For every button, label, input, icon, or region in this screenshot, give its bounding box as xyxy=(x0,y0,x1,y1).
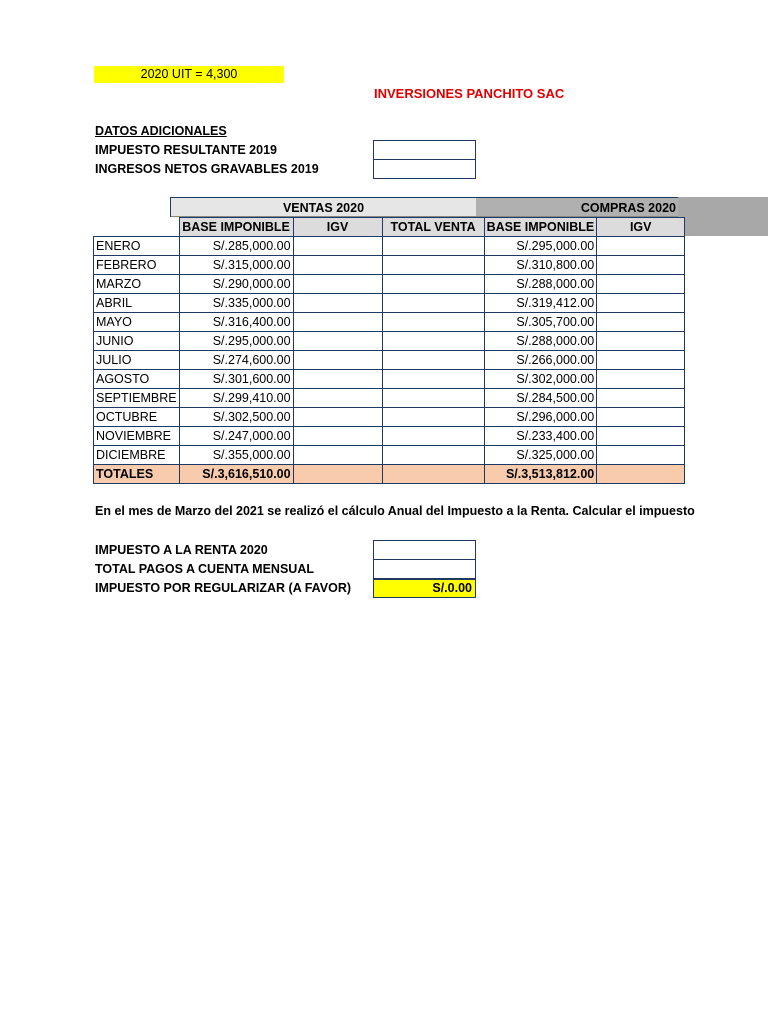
total-venta-cell[interactable] xyxy=(382,256,484,275)
column-header-row xyxy=(94,218,685,237)
ventas-igv-cell[interactable] xyxy=(293,408,382,427)
compras-igv-cell[interactable] xyxy=(597,275,685,294)
table-row xyxy=(94,389,685,408)
compras-base-cell[interactable]: S/.296,000.00 xyxy=(484,408,597,427)
table-row xyxy=(94,313,685,332)
table-row xyxy=(94,294,685,313)
month-cell[interactable]: JULIO xyxy=(94,351,180,370)
month-cell[interactable]: AGOSTO xyxy=(94,370,180,389)
table-row xyxy=(94,370,685,389)
month-cell[interactable]: ABRIL xyxy=(94,294,180,313)
ventas-base-cell[interactable]: S/.299,410.00 xyxy=(179,389,293,408)
ventas-base-cell[interactable]: S/.302,500.00 xyxy=(179,408,293,427)
table-row xyxy=(94,256,685,275)
ventas-base-cell[interactable]: S/.301,600.00 xyxy=(179,370,293,389)
impuesto-regularizar-cell[interactable]: S/.0.00 xyxy=(373,579,476,598)
month-cell[interactable]: MARZO xyxy=(94,275,180,294)
totals-compras-igv[interactable] xyxy=(597,465,685,484)
total-venta-cell[interactable] xyxy=(382,313,484,332)
compras-igv-cell[interactable] xyxy=(597,313,685,332)
ventas-base-cell[interactable]: S/.274,600.00 xyxy=(179,351,293,370)
total-venta-cell[interactable] xyxy=(382,427,484,446)
ventas-igv-cell[interactable] xyxy=(293,294,382,313)
compras-igv-cell[interactable] xyxy=(597,294,685,313)
col-total-venta: TOTAL VENTA xyxy=(382,218,484,237)
blank-header-cell xyxy=(94,218,180,237)
compras-igv-cell[interactable] xyxy=(597,408,685,427)
totals-ventas-base[interactable]: S/.3,616,510.00 xyxy=(179,465,293,484)
ventas-base-cell[interactable]: S/.247,000.00 xyxy=(179,427,293,446)
total-venta-cell[interactable] xyxy=(382,446,484,465)
compras-base-cell[interactable]: S/.288,000.00 xyxy=(484,332,597,351)
compras-base-cell[interactable]: S/.310,800.00 xyxy=(484,256,597,275)
compras-base-cell[interactable]: S/.325,000.00 xyxy=(484,446,597,465)
compras-igv-cell[interactable] xyxy=(597,427,685,446)
datos-title: DATOS ADICIONALES xyxy=(95,124,227,138)
total-venta-cell[interactable] xyxy=(382,332,484,351)
company-name: INVERSIONES PANCHITO SAC xyxy=(374,86,565,101)
instruction-note: En el mes de Marzo del 2021 se realizó el cálculo Anual del Impuesto a la Renta. Calcular el impuesto xyxy=(95,504,695,518)
ventas-igv-cell[interactable] xyxy=(293,427,382,446)
month-cell[interactable]: MAYO xyxy=(94,313,180,332)
ventas-igv-cell[interactable] xyxy=(293,275,382,294)
month-cell[interactable]: ENERO xyxy=(94,237,180,256)
compras-base-cell[interactable]: S/.305,700.00 xyxy=(484,313,597,332)
col-compras-igv: IGV xyxy=(597,218,685,237)
compras-base-cell[interactable]: S/.302,000.00 xyxy=(484,370,597,389)
compras-igv-cell[interactable] xyxy=(597,370,685,389)
col-ventas-base: BASE IMPONIBLE xyxy=(179,218,293,237)
ventas-base-cell[interactable]: S/.315,000.00 xyxy=(179,256,293,275)
table-row xyxy=(94,408,685,427)
month-cell[interactable]: JUNIO xyxy=(94,332,180,351)
totals-ventas-igv[interactable] xyxy=(293,465,382,484)
ventas-base-cell[interactable]: S/.285,000.00 xyxy=(179,237,293,256)
ventas-base-cell[interactable]: S/.335,000.00 xyxy=(179,294,293,313)
ingresos-netos-label: INGRESOS NETOS GRAVABLES 2019 xyxy=(95,162,319,176)
uit-label: 2020 UIT = 4,300 xyxy=(94,66,284,83)
total-venta-cell[interactable] xyxy=(382,408,484,427)
impuesto-resultante-cell[interactable] xyxy=(373,140,476,160)
total-venta-cell[interactable] xyxy=(382,237,484,256)
table-row xyxy=(94,351,685,370)
compras-base-cell[interactable]: S/.284,500.00 xyxy=(484,389,597,408)
ingresos-netos-cell[interactable] xyxy=(373,159,476,179)
table-row xyxy=(94,427,685,446)
compras-base-cell[interactable]: S/.233,400.00 xyxy=(484,427,597,446)
table-row xyxy=(94,332,685,351)
ventas-igv-cell[interactable] xyxy=(293,256,382,275)
ventas-igv-cell[interactable] xyxy=(293,313,382,332)
compras-igv-cell[interactable] xyxy=(597,389,685,408)
total-venta-cell[interactable] xyxy=(382,294,484,313)
month-cell[interactable]: OCTUBRE xyxy=(94,408,180,427)
sales-purchases-table xyxy=(93,217,685,484)
total-venta-cell[interactable] xyxy=(382,351,484,370)
compras-igv-cell[interactable] xyxy=(597,446,685,465)
compras-igv-cell[interactable] xyxy=(597,237,685,256)
ventas-base-cell[interactable]: S/.290,000.00 xyxy=(179,275,293,294)
ventas-igv-cell[interactable] xyxy=(293,446,382,465)
table-row xyxy=(94,446,685,465)
table-row xyxy=(94,237,685,256)
impuesto-regularizar-label: IMPUESTO POR REGULARIZAR (A FAVOR) xyxy=(95,581,352,595)
compras-igv-cell[interactable] xyxy=(597,256,685,275)
totals-compras-base[interactable]: S/.3,513,812.00 xyxy=(484,465,597,484)
ventas-header: VENTAS 2020 xyxy=(171,197,476,217)
impuesto-resultante-label: IMPUESTO RESULTANTE 2019 xyxy=(95,143,277,157)
ventas-igv-cell[interactable] xyxy=(293,370,382,389)
total-venta-cell[interactable] xyxy=(382,275,484,294)
total-venta-cell[interactable] xyxy=(382,389,484,408)
total-venta-cell[interactable] xyxy=(382,370,484,389)
ventas-base-cell[interactable]: S/.316,400.00 xyxy=(179,313,293,332)
compras-header: COMPRAS 2020 xyxy=(476,197,678,217)
ventas-igv-cell[interactable] xyxy=(293,237,382,256)
month-cell[interactable]: NOVIEMBRE xyxy=(94,427,180,446)
compras-igv-cell[interactable] xyxy=(597,332,685,351)
impuesto-renta-label: IMPUESTO A LA RENTA 2020 xyxy=(95,543,268,557)
month-cell[interactable]: SEPTIEMBRE xyxy=(94,389,180,408)
ventas-igv-cell[interactable] xyxy=(293,351,382,370)
impuesto-renta-cell[interactable] xyxy=(373,540,476,560)
compras-igv-cell[interactable] xyxy=(597,351,685,370)
compras-base-cell[interactable]: S/.319,412.00 xyxy=(484,294,597,313)
ventas-igv-cell[interactable] xyxy=(293,389,382,408)
totals-total-venta[interactable] xyxy=(382,465,484,484)
ventas-base-cell[interactable]: S/.355,000.00 xyxy=(179,446,293,465)
ventas-igv-cell[interactable] xyxy=(293,332,382,351)
col-compras-base: BASE IMPONIBLE xyxy=(484,218,597,237)
grey-header-block xyxy=(678,197,768,236)
table-row xyxy=(94,275,685,294)
month-cell[interactable]: FEBRERO xyxy=(94,256,180,275)
compras-base-cell[interactable]: S/.288,000.00 xyxy=(484,275,597,294)
totals-label[interactable]: TOTALES xyxy=(94,465,180,484)
total-pagos-cell[interactable] xyxy=(373,559,476,579)
totals-row xyxy=(94,465,685,484)
col-ventas-igv: IGV xyxy=(293,218,382,237)
ventas-base-cell[interactable]: S/.295,000.00 xyxy=(179,332,293,351)
compras-base-cell[interactable]: S/.295,000.00 xyxy=(484,237,597,256)
compras-base-cell[interactable]: S/.266,000.00 xyxy=(484,351,597,370)
month-cell[interactable]: DICIEMBRE xyxy=(94,446,180,465)
total-pagos-label: TOTAL PAGOS A CUENTA MENSUAL xyxy=(95,562,314,576)
